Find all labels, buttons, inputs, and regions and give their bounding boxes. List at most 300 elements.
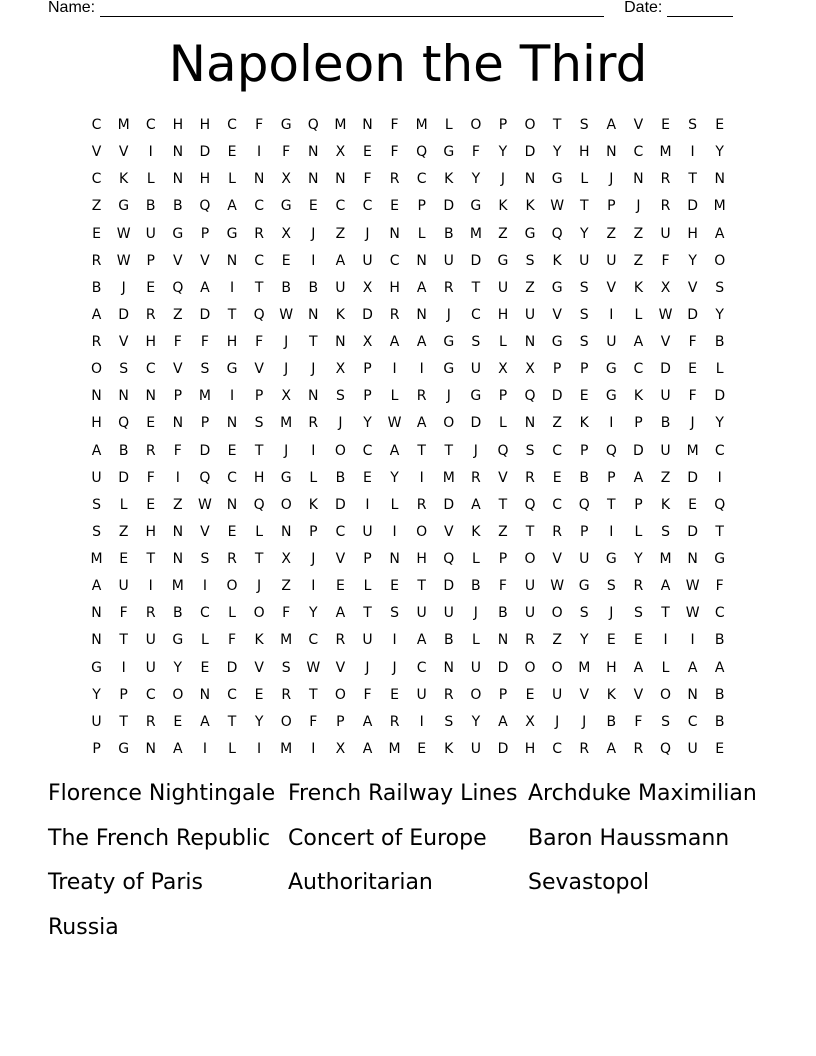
grid-letter: M <box>659 551 672 567</box>
grid-letter: U <box>470 659 481 676</box>
grid-letter: R <box>145 306 156 323</box>
grid-letter: N <box>226 415 238 432</box>
grid-letter: C <box>389 252 400 269</box>
grid-letter: D <box>118 306 130 323</box>
grid-letter: R <box>227 551 237 567</box>
grid-letter: G <box>551 279 563 296</box>
grid-letter: T <box>309 334 318 350</box>
grid-letter: F <box>634 713 643 730</box>
grid-letter: O <box>470 686 482 703</box>
grid-letter: Z <box>552 415 562 432</box>
grid-letter: S <box>688 117 698 133</box>
grid-letter: N <box>226 252 238 269</box>
grid-letter: I <box>148 578 153 595</box>
grid-letter: U <box>552 686 563 703</box>
grid-letter: E <box>363 144 372 161</box>
grid-letter: I <box>311 578 316 595</box>
grid-letter: D <box>497 659 509 676</box>
grid-letter: L <box>661 659 670 676</box>
grid-letter: I <box>257 144 262 161</box>
grid-letter: U <box>362 523 373 540</box>
grid-letter: C <box>308 632 319 649</box>
grid-letter: P <box>173 388 183 405</box>
grid-letter: C <box>470 306 481 323</box>
grid-letter: R <box>443 279 454 296</box>
grid-letter: X <box>281 225 291 242</box>
grid-letter: Z <box>498 225 508 242</box>
grid-letter: E <box>227 442 237 459</box>
grid-letter: Q <box>524 496 536 513</box>
grid-letter: X <box>525 361 535 378</box>
grid-letter: Q <box>524 388 536 405</box>
grid-letter: I <box>690 144 695 161</box>
grid-letter: Z <box>552 632 562 649</box>
grid-letter: S <box>200 551 210 567</box>
grid-letter: U <box>416 686 427 703</box>
grid-letter: U <box>91 469 102 486</box>
grid-letter: Q <box>118 415 130 432</box>
grid-letter: C <box>200 605 210 622</box>
grid-letter: R <box>525 469 535 486</box>
grid-letter: C <box>145 686 156 703</box>
grid-letter: A <box>200 279 210 296</box>
page-title: Napoleon the Third <box>168 35 648 93</box>
grid-letter: J <box>500 171 506 188</box>
date-label: Date: <box>624 0 663 16</box>
grid-letter: G <box>91 659 102 676</box>
grid-letter: X <box>362 334 373 350</box>
grid-letter: X <box>281 388 291 405</box>
grid-letter: O <box>551 605 563 622</box>
grid-letter: M <box>280 415 293 432</box>
grid-letter: A <box>416 632 427 649</box>
grid-letter: B <box>145 198 156 215</box>
grid-letter: P <box>363 551 372 567</box>
grid-letter: Q <box>497 442 509 459</box>
grid-letter: I <box>609 306 614 323</box>
grid-letter: D <box>118 469 130 486</box>
grid-letter: E <box>335 578 345 595</box>
grid-letter: P <box>363 388 372 405</box>
grid-letter: L <box>119 496 128 513</box>
grid-letter: G <box>605 551 617 567</box>
grid-letter: A <box>498 713 508 730</box>
grid-letter: U <box>606 252 617 269</box>
grid-letter: K <box>444 171 454 188</box>
grid-letter: B <box>471 578 481 595</box>
grid-letter: V <box>91 144 102 161</box>
grid-letter: E <box>688 496 698 513</box>
grid-letter: D <box>633 442 644 459</box>
grid-letter: I <box>663 632 668 649</box>
grid-letter: A <box>416 415 427 432</box>
grid-letter: O <box>334 686 346 703</box>
grid-letter: L <box>499 415 507 432</box>
grid-letter: I <box>419 469 424 486</box>
grid-letter: Y <box>579 632 589 649</box>
grid-letter: N <box>172 171 184 188</box>
grid-letter: A <box>91 306 102 323</box>
grid-letter: D <box>687 306 698 323</box>
grid-letter: K <box>525 198 535 215</box>
grid-letter: J <box>311 225 316 242</box>
grid-letter: C <box>91 171 102 188</box>
grid-letter: F <box>390 144 399 161</box>
grid-letter: M <box>659 144 672 161</box>
grid-letter: L <box>390 388 399 405</box>
grid-letter: A <box>335 605 346 622</box>
grid-letter: G <box>280 117 292 133</box>
grid-letter: P <box>417 198 426 215</box>
grid-letter: L <box>417 225 426 242</box>
grid-letter: U <box>470 740 481 757</box>
grid-letter: S <box>579 334 589 350</box>
grid-letter: Y <box>715 144 724 161</box>
grid-letter: R <box>254 225 264 242</box>
grid-letter: I <box>419 361 424 378</box>
grid-letter: D <box>497 740 509 757</box>
grid-letter: B <box>118 442 129 459</box>
grid-letter: N <box>714 171 725 188</box>
grid-letter: L <box>634 523 643 540</box>
grid-letter: I <box>229 388 235 405</box>
grid-letter: C <box>714 442 725 459</box>
grid-letter: F <box>173 334 182 350</box>
grid-letter: D <box>470 415 482 432</box>
grid-letter: Z <box>498 523 508 540</box>
grid-letter: E <box>417 740 427 757</box>
grid-letter: H <box>578 144 590 161</box>
grid-letter: Q <box>199 469 211 486</box>
grid-letter: N <box>308 388 319 405</box>
grid-letter: S <box>525 442 535 459</box>
grid-letter: X <box>362 279 373 296</box>
grid-letter: R <box>470 469 481 486</box>
grid-letter: I <box>609 415 614 432</box>
grid-letter: Z <box>525 279 535 296</box>
grid-letter: W <box>279 306 294 323</box>
grid-letter: R <box>633 740 644 757</box>
grid-letter: H <box>199 171 211 188</box>
grid-letter: A <box>389 334 400 350</box>
grid-letter: O <box>91 361 103 378</box>
grid-letter: R <box>335 632 346 649</box>
grid-letter: I <box>311 442 316 459</box>
grid-letter: W <box>658 306 673 323</box>
grid-letter: E <box>688 361 698 378</box>
grid-letter: W <box>198 496 212 513</box>
grid-letter: F <box>255 117 264 133</box>
grid-letter: P <box>498 551 508 567</box>
grid-letter: Y <box>471 171 481 188</box>
grid-letter: T <box>471 279 481 296</box>
grid-letter: Y <box>173 659 183 676</box>
grid-letter: P <box>92 740 101 757</box>
grid-letter: L <box>228 605 236 622</box>
grid-letter: L <box>228 740 236 757</box>
grid-letter: G <box>118 740 130 757</box>
grid-letter: K <box>660 496 671 513</box>
grid-letter: Z <box>173 306 183 323</box>
grid-letter: A <box>633 334 644 350</box>
grid-letter: O <box>172 686 184 703</box>
grid-letter: S <box>579 117 589 133</box>
grid-letter: I <box>392 632 397 649</box>
grid-letter: S <box>579 605 589 622</box>
grid-letter: S <box>606 578 616 595</box>
grid-letter: I <box>257 740 262 757</box>
grid-letter: R <box>91 252 102 269</box>
grid-letter: O <box>551 659 563 676</box>
grid-letter: N <box>524 415 536 432</box>
grid-letter: I <box>690 632 695 649</box>
grid-letter: U <box>362 632 373 649</box>
grid-letter: T <box>254 442 264 459</box>
grid-letter: Y <box>471 713 481 730</box>
grid-letter: L <box>146 171 155 188</box>
grid-letter: N <box>145 388 156 405</box>
grid-letter: S <box>525 252 535 269</box>
grid-letter: I <box>229 279 235 296</box>
grid-letter: A <box>335 252 346 269</box>
grid-letter: C <box>335 523 346 540</box>
grid-letter: E <box>308 198 318 215</box>
grid-letter: O <box>334 442 346 459</box>
grid-letter: N <box>633 171 644 188</box>
grid-letter: W <box>685 578 700 595</box>
grid-letter: P <box>498 686 508 703</box>
grid-letter: N <box>91 388 102 405</box>
grid-letter: G <box>443 334 455 350</box>
grid-letter: G <box>226 225 238 242</box>
grid-letter: V <box>335 659 346 676</box>
grid-letter: J <box>121 279 126 296</box>
grid-letter: K <box>633 279 644 296</box>
grid-letter: E <box>552 469 562 486</box>
grid-letter: E <box>390 686 399 703</box>
grid-letter: E <box>119 551 129 567</box>
grid-letter: V <box>173 361 183 378</box>
grid-letter: H <box>497 306 509 323</box>
grid-letter: P <box>498 388 508 405</box>
grid-letter: H <box>199 117 211 133</box>
grid-letter: I <box>717 469 722 486</box>
grid-letter: R <box>660 171 671 188</box>
grid-letter: Z <box>118 523 129 540</box>
grid-letter: N <box>308 171 319 188</box>
grid-letter: T <box>417 578 426 595</box>
grid-letter: P <box>552 361 562 378</box>
grid-letter: Y <box>688 252 697 269</box>
grid-letter: Y <box>634 551 643 567</box>
grid-letter: Q <box>172 279 184 296</box>
grid-letter: O <box>226 578 238 595</box>
grid-letter: R <box>633 578 644 595</box>
grid-letter: C <box>633 361 644 378</box>
grid-letter: F <box>363 686 372 703</box>
grid-letter: U <box>660 225 671 242</box>
grid-letter: U <box>416 605 427 622</box>
grid-letter: V <box>579 686 590 703</box>
grid-letter: N <box>524 171 536 188</box>
grid-letter: W <box>550 578 565 595</box>
grid-letter: E <box>173 713 183 730</box>
grid-letter: F <box>390 117 399 133</box>
grid-letter: X <box>335 361 346 378</box>
grid-letter: B <box>281 279 291 296</box>
grid-letter: U <box>524 578 536 595</box>
grid-letter: E <box>579 388 589 405</box>
grid-letter: S <box>390 605 400 622</box>
grid-letter: V <box>687 279 698 296</box>
grid-letter: T <box>227 306 237 323</box>
grid-letter: C <box>416 171 427 188</box>
letter-grid <box>83 112 733 763</box>
grid-letter: N <box>91 632 102 649</box>
grid-letter: S <box>119 361 129 378</box>
grid-letter: J <box>555 713 560 730</box>
grid-letter: E <box>92 225 101 242</box>
grid-letter: A <box>416 334 427 350</box>
grid-letter: G <box>280 198 292 215</box>
grid-letter: S <box>92 523 101 540</box>
grid-letter: A <box>633 659 644 676</box>
grid-letter: O <box>524 659 536 676</box>
grid-letter: N <box>524 334 536 350</box>
grid-letter: V <box>552 306 562 323</box>
grid-letter: E <box>227 523 237 540</box>
grid-letter: I <box>202 740 207 757</box>
grid-letter: N <box>226 496 238 513</box>
grid-letter: R <box>308 415 319 432</box>
grid-letter: O <box>253 605 265 622</box>
grid-letter: E <box>227 144 237 161</box>
grid-letter: D <box>470 252 482 269</box>
grid-letter: R <box>145 442 156 459</box>
grid-letter: A <box>416 279 427 296</box>
grid-letter: K <box>254 632 264 649</box>
grid-letter: H <box>172 117 184 133</box>
grid-letter: P <box>580 442 589 459</box>
grid-letter: J <box>392 659 397 676</box>
grid-letter: C <box>552 496 563 513</box>
grid-letter: E <box>363 469 372 486</box>
grid-letter: V <box>633 117 644 133</box>
grid-letter: P <box>254 388 264 405</box>
grid-letter: M <box>469 225 482 242</box>
grid-letter: T <box>444 442 454 459</box>
grid-letter: T <box>119 713 128 730</box>
grid-letter: R <box>443 686 454 703</box>
grid-letter: T <box>119 632 128 649</box>
grid-letter: P <box>309 523 318 540</box>
grid-letter: E <box>525 686 535 703</box>
grid-letter: I <box>148 144 153 161</box>
grid-letter: O <box>660 686 672 703</box>
grid-letter: E <box>715 117 725 133</box>
grid-letter: B <box>714 334 725 350</box>
grid-letter: M <box>713 198 726 215</box>
grid-letter: C <box>145 117 156 133</box>
grid-letter: D <box>199 144 211 161</box>
grid-letter: H <box>145 523 156 540</box>
grid-letter: O <box>524 117 536 133</box>
grid-letter: T <box>552 117 562 133</box>
grid-letter: L <box>634 306 643 323</box>
grid-letter: T <box>498 496 508 513</box>
grid-letter: X <box>660 279 671 296</box>
grid-letter: N <box>335 334 346 350</box>
grid-letter: O <box>443 415 455 432</box>
grid-letter: E <box>254 686 264 703</box>
grid-letter: A <box>91 442 102 459</box>
grid-letter: G <box>714 551 726 567</box>
grid-letter: M <box>388 740 401 757</box>
grid-letter: Y <box>92 686 101 703</box>
grid-letter: G <box>551 334 563 350</box>
grid-letter: N <box>118 388 129 405</box>
grid-letter: G <box>551 171 563 188</box>
grid-letter: Q <box>443 551 455 567</box>
grid-letter: A <box>714 225 725 242</box>
grid-letter: R <box>389 713 400 730</box>
grid-letter: R <box>145 713 156 730</box>
grid-letter: D <box>660 361 671 378</box>
grid-letter: Y <box>390 469 399 486</box>
grid-letter: F <box>363 171 372 188</box>
grid-letter: Y <box>498 144 508 161</box>
grid-letter: J <box>284 442 289 459</box>
grid-letter: R <box>579 740 590 757</box>
grid-letter: X <box>335 740 346 757</box>
grid-letter: B <box>660 415 671 432</box>
grid-letter: R <box>525 632 535 649</box>
grid-letter: X <box>525 713 535 730</box>
grid-letter: U <box>497 279 509 296</box>
grid-letter: R <box>281 686 292 703</box>
grid-letter: H <box>687 225 698 242</box>
grid-letter: S <box>471 334 481 350</box>
grid-letter: P <box>607 198 616 215</box>
grid-letter: E <box>146 496 156 513</box>
word-list-item: Concert of Europe <box>288 825 487 851</box>
grid-letter: M <box>280 740 293 757</box>
grid-letter: P <box>363 361 372 378</box>
grid-letter: X <box>335 144 346 161</box>
grid-letter: L <box>201 632 209 649</box>
grid-letter: O <box>280 713 292 730</box>
grid-letter: I <box>311 740 316 757</box>
grid-letter: H <box>91 415 102 432</box>
grid-letter: V <box>660 334 671 350</box>
grid-letter: D <box>687 198 698 215</box>
grid-letter: B <box>308 279 319 296</box>
name-blank-line[interactable] <box>100 2 604 17</box>
word-list-item: Authoritarian <box>288 870 433 895</box>
grid-letter: S <box>579 306 589 323</box>
grid-letter: G <box>524 225 536 242</box>
grid-letter: Y <box>254 713 264 730</box>
grid-letter: K <box>471 523 481 540</box>
grid-letter: P <box>119 686 128 703</box>
grid-letter: T <box>688 171 697 188</box>
grid-letter: L <box>471 632 480 649</box>
grid-letter: A <box>173 740 183 757</box>
grid-letter: C <box>552 740 563 757</box>
grid-letter: Y <box>552 144 562 161</box>
grid-letter: R <box>552 523 562 540</box>
date-blank-line[interactable] <box>667 2 733 17</box>
